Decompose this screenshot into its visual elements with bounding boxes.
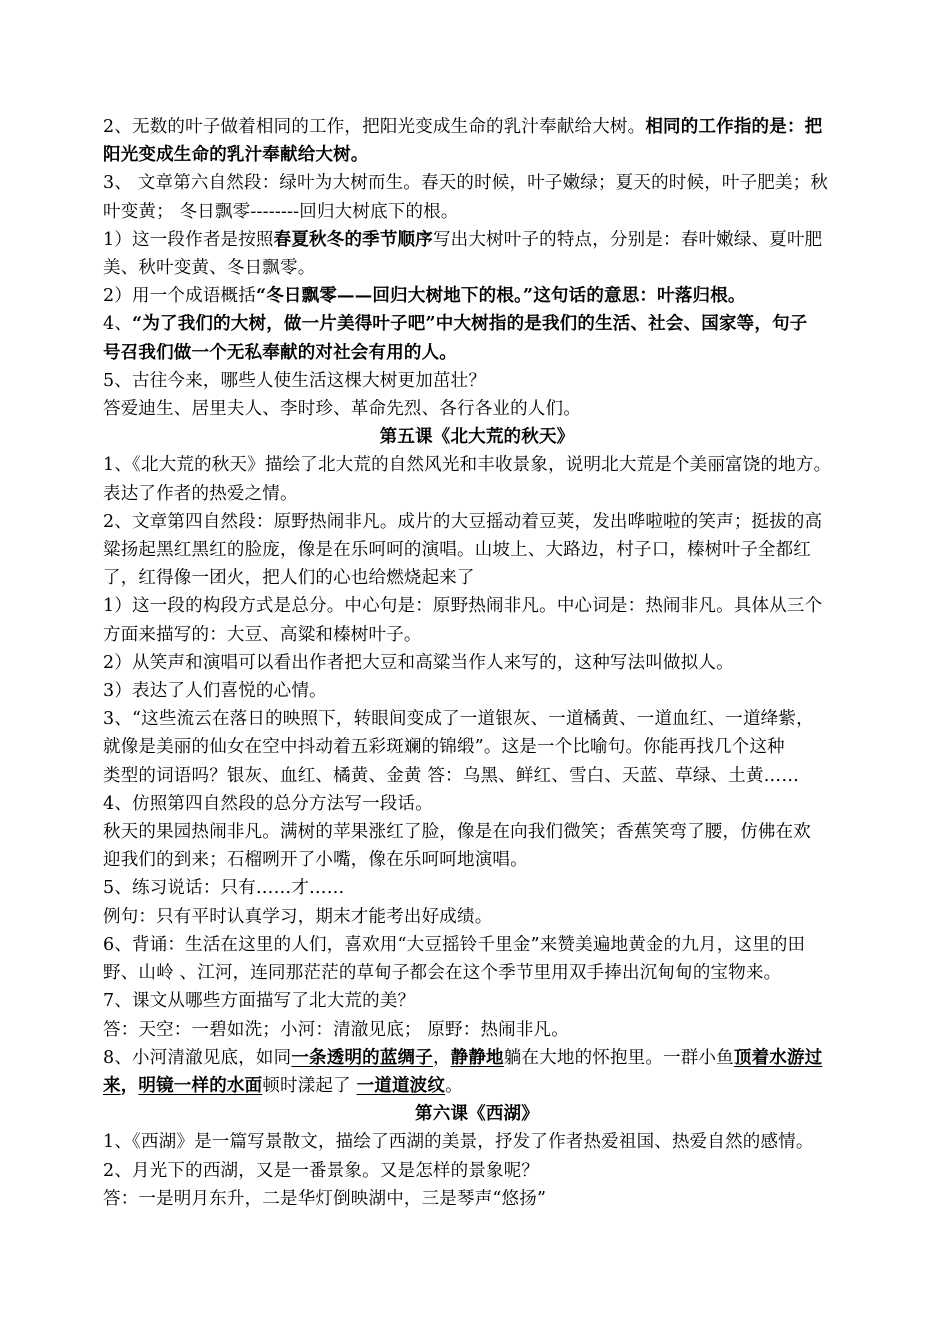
text-line: 4、“为了我们的大树，做一片美得叶子吧”中大树指的是我们的生活、社会、国家等，句子 <box>103 314 808 335</box>
section-heading: 第五课《北大荒的秋天》 <box>379 427 575 448</box>
text-line: 阳光变成生命的乳汁奉献给大树。 <box>103 145 369 166</box>
text-line: 1）这一段作者是按照春夏秋冬的季节顺序写出大树叶子的特点，分别是：春叶嫩绿、夏叶肥 <box>103 229 823 250</box>
section-heading: 第六课《西湖》 <box>415 1104 539 1125</box>
document-page <box>103 113 851 1213</box>
text-line: 2、文章第四自然段：原野热闹非凡。成片的大豆摇动着豆荚，发出哗啦啦的笑声；挺拔的高 <box>103 511 823 532</box>
text-line: 答：一是明月东升，二是华灯倒映湖中，三是琴声“悠扬” <box>103 1188 547 1209</box>
text-line: 8、小河清澈见底，如同一条透明的蓝绸子，静静地躺在大地的怀抱里。一群小鱼顶着水游过 <box>103 1047 823 1068</box>
text-line: 号召我们做一个无私奉献的对社会有用的人。 <box>103 342 457 363</box>
text-line: 粱扬起黑红黑红的脸庞，像是在乐呵呵的演唱。山坡上、大路边，村子口，榛树叶子全都红 <box>103 540 811 561</box>
text-line: 表达了作者的热爱之情。 <box>103 483 298 504</box>
text-line: 叶变黄； 冬日飘零--------回归大树底下的根。 <box>103 201 459 222</box>
text-line: 秋天的果园热闹非凡。满树的苹果涨红了脸，像是在向我们微笑；香蕉笑弯了腰，仿佛在欢 <box>103 822 811 843</box>
text-line: 1、《西湖》是一篇写景散文，描绘了西湖的美景，抒发了作者热爱祖国、热爱自然的感情。 <box>103 1132 814 1153</box>
text-line: 了，红得像一团火，把人们的心也给燃烧起来了 <box>103 568 475 589</box>
text-line: 3、 文章第六自然段：绿叶为大树而生。春天的时候，叶子嫩绿；夏天的时候，叶子肥美；秋 <box>103 173 829 194</box>
text-line: 2、无数的叶子做着相同的工作，把阳光变成生命的乳汁奉献给大树。相同的工作指的是：把 <box>103 117 823 137</box>
text-line: 类型的词语吗？银灰、血红、橘黄、金黄 答：乌黑、鲜红、雪白、天蓝、草绿、土黄…… <box>103 765 800 786</box>
text-line: 5、古往今来，哪些人使生活这棵大树更加茁壮？ <box>103 370 487 391</box>
text-line: 2）用一个成语概括“冬日飘零——回归大树地下的根。”这句话的意思：叶落归根。 <box>103 286 746 307</box>
text-line: 来，明镜一样的水面顿时漾起了 一道道波纹。 <box>103 1075 463 1096</box>
text-line: 答：天空：一碧如洗；小河：清澈见底； 原野：热闹非凡。 <box>103 1019 569 1040</box>
text-line: 5、练习说话：只有……才…… <box>103 878 345 899</box>
text-line: 3、“这些流云在落日的映照下，转眼间变成了一道银灰、一道橘黄、一道血红、一道绛紫， <box>103 709 814 730</box>
text-line: 美、秋叶变黄、冬日飘零。 <box>103 258 316 279</box>
text-line: 1）这一段的构段方式是总分。中心句是：原野热闹非凡。中心词是：热闹非凡。具体从三个 <box>103 596 823 617</box>
text-line: 就像是美丽的仙女在空中抖动着五彩斑斓的锦缎”。这是一个比喻句。你能再找几个这种 <box>103 737 785 758</box>
text-line: 3）表达了人们喜悦的心情。 <box>103 681 327 702</box>
text-line: 例句：只有平时认真学习，期末才能考出好成绩。 <box>103 906 493 927</box>
text-line: 2、月光下的西湖，又是一番景象。又是怎样的景象呢？ <box>103 1160 540 1181</box>
text-line: 答爱迪生、居里夫人、李时珍、革命先烈、各行各业的人们。 <box>103 399 581 420</box>
text-line: 4、仿照第四自然段的总分方法写一段话。 <box>103 793 433 814</box>
text-line: 方面来描写的：大豆、高粱和榛树叶子。 <box>103 624 422 645</box>
text-line: 野、山岭 、江河，连同那茫茫的草甸子都会在这个季节里用双手捧出沉甸甸的宝物来。 <box>103 963 782 984</box>
text-line: 迎我们的到来；石榴咧开了小嘴，像在乐呵呵地演唱。 <box>103 850 528 871</box>
text-line: 2）从笑声和演唱可以看出作者把大豆和高粱当作人来写的，这种写法叫做拟人。 <box>103 652 734 673</box>
text-line: 1、《北大荒的秋天》描绘了北大荒的自然风光和丰收景象，说明北大荒是个美丽富饶的地方。 <box>103 455 832 476</box>
text-line: 6、背诵：生活在这里的人们，喜欢用“大豆摇铃千里金”来赞美遍地黄金的九月，这里的田 <box>103 934 806 955</box>
text-line: 7、课文从哪些方面描写了北大荒的美？ <box>103 991 416 1012</box>
